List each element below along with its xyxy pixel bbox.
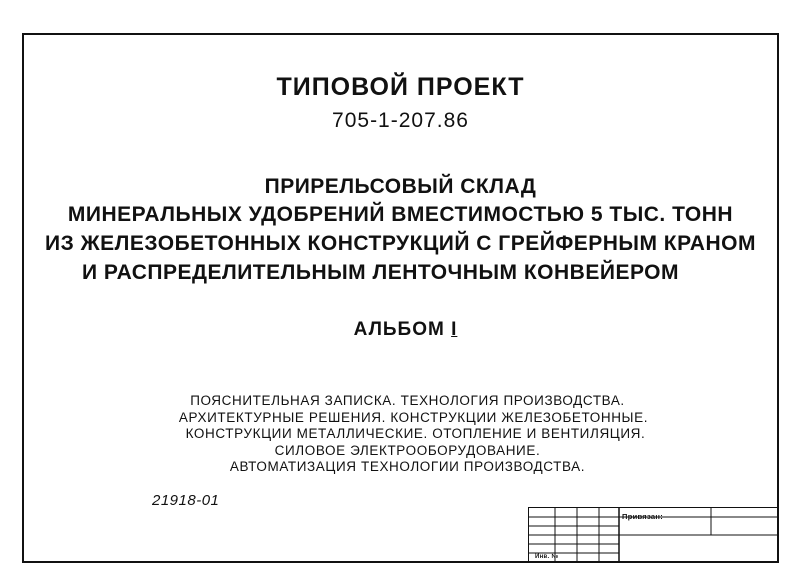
album-title: [34, 319, 777, 341]
inventory-label: Инв. №: [535, 554, 559, 560]
drawing-frame: [22, 33, 779, 563]
album-contents: [54, 393, 777, 476]
title-line-1: ПРИРЕЛЬСОВЫЙ СКЛАД: [264, 175, 537, 198]
title-line-2: МИНЕРАЛЬНЫХ УДОБРЕНИЙ ВМЕСТИМОСТЬЮ 5 ТЫС. ТОНН: [67, 203, 734, 226]
project-code: 705-1-207.86: [332, 109, 469, 132]
title-block-stamp: [528, 507, 778, 562]
album-label: АЛЬБОМ: [353, 319, 445, 340]
document-heading: ТИПОВОЙ ПРОЕКТ: [276, 73, 525, 101]
contents-line-4: СИЛОВОЕ ЭЛЕКТРООБОРУДОВАНИЕ.: [274, 442, 541, 458]
title-line-3: ИЗ ЖЕЛЕЗОБЕТОННЫХ КОНСТРУКЦИЙ С ГРЕЙФЕРНЫМ КРАНОМ: [45, 232, 756, 255]
attached-label: Привязан:: [622, 512, 663, 521]
contents-line-5: АВТОМАТИЗАЦИЯ ТЕХНОЛОГИИ ПРОИЗВОДСТВА.: [229, 459, 586, 474]
contents-line-3: КОНСТРУКЦИИ МЕТАЛЛИЧЕСКИЕ. ОТОПЛЕНИЕ И ВЕНТИЛЯЦИЯ.: [185, 426, 646, 441]
contents-line-2: АРХИТЕКТУРНЫЕ РЕШЕНИЯ. КОНСТРУКЦИИ ЖЕЛЕЗОБЕТОННЫЕ.: [178, 409, 649, 425]
contents-line-1: ПОЯСНИТЕЛЬНАЯ ЗАПИСКА. ТЕХНОЛОГИЯ ПРОИЗВОДСТВА.: [190, 393, 625, 408]
title-line-4: И РАСПРЕДЕЛИТЕЛЬНЫМ ЛЕНТОЧНЫМ КОНВЕЙЕРОМ: [81, 261, 680, 284]
album-number: I: [451, 319, 458, 340]
inventory-number: 21918-01: [152, 492, 220, 509]
